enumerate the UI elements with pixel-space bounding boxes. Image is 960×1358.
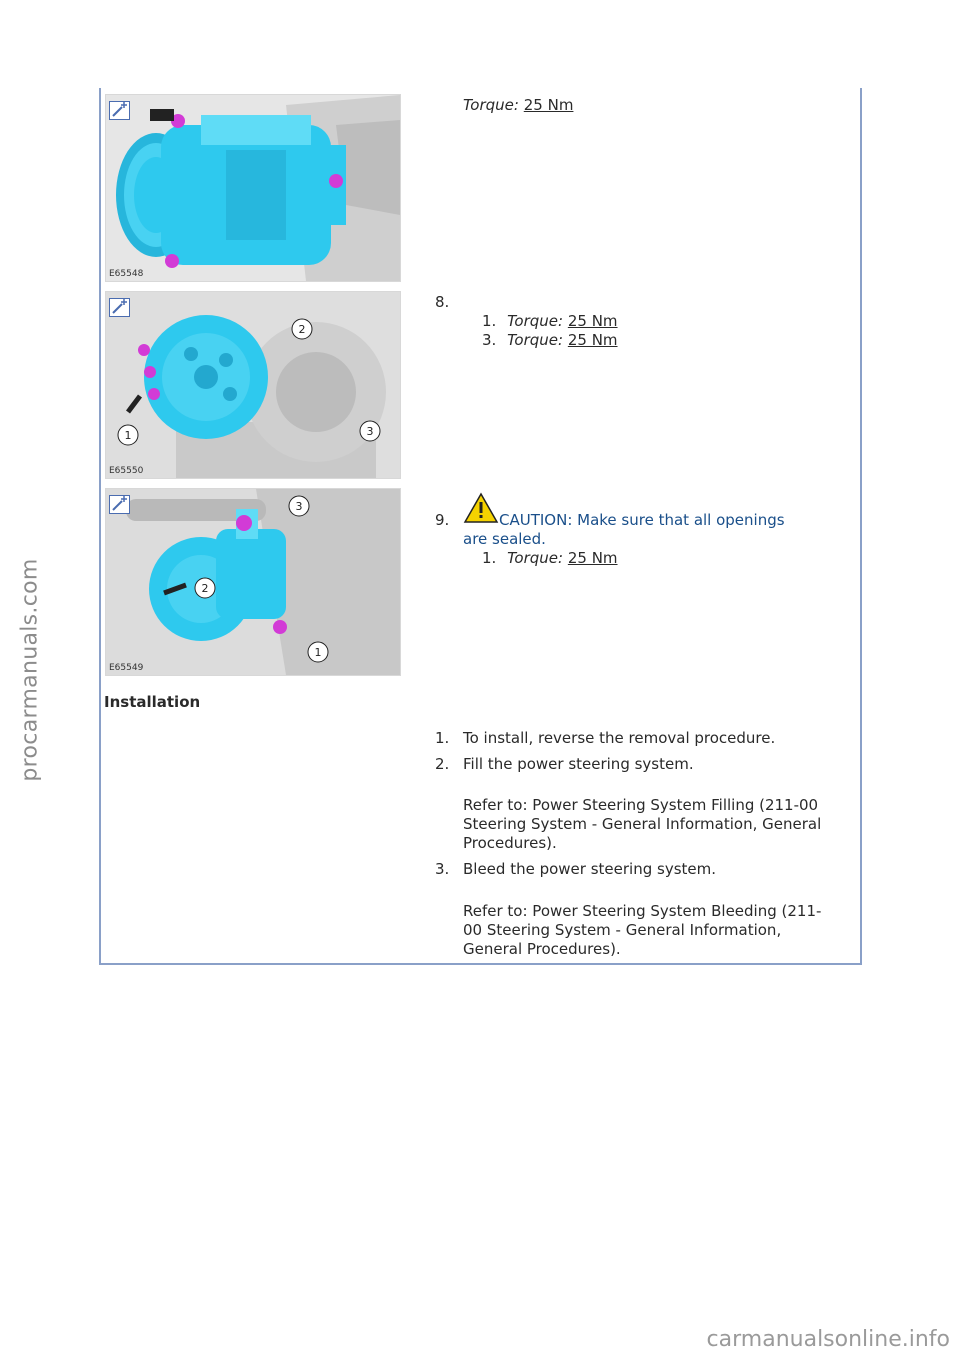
install-step1-text: To install, reverse the removal procedure.: [463, 729, 776, 747]
callout-2: 2: [298, 323, 306, 336]
figure-pump: [105, 488, 401, 676]
step9-number: 9.: [435, 511, 450, 529]
installation-heading: Installation: [104, 693, 201, 711]
step8-sub3: 3. Torque: 25 Nm: [482, 331, 618, 349]
install-step2-ref-line1[interactable]: Refer to: Power Steering System Filling (211-00: [463, 796, 819, 814]
side-watermark: procarmanuals.com: [17, 558, 43, 782]
pump-callouts: [106, 489, 400, 675]
install-step3-ref-line1[interactable]: Refer to: Power Steering System Bleeding (211-: [463, 902, 822, 920]
figure-code: E65548: [109, 269, 144, 279]
install-step3-text: Bleed the power steering system.: [463, 860, 717, 878]
install-step1-number: 1.: [435, 729, 450, 747]
compressor-illustration: [106, 95, 400, 281]
caution-warning-icon: [463, 492, 499, 524]
figure-pulley: [105, 291, 401, 479]
callout-1: 1: [124, 429, 132, 442]
callout-3: 3: [366, 425, 374, 438]
install-step3-ref-line2[interactable]: 00 Steering System - General Information,: [463, 921, 782, 939]
install-step2-text: Fill the power steering system.: [463, 755, 694, 773]
caution-line2: are sealed.: [463, 530, 546, 548]
callout-1: 1: [314, 646, 322, 659]
step8-number: 8.: [435, 293, 450, 311]
caution-line1: CAUTION: Make sure that all openings: [499, 511, 785, 529]
callout-2: 2: [201, 582, 209, 595]
step7-torque: Torque: 25 Nm: [463, 96, 574, 114]
pulley-callouts: [106, 292, 400, 478]
install-step3-ref-line3[interactable]: General Procedures).: [463, 940, 621, 958]
zoom-figure-icon[interactable]: [109, 101, 130, 120]
figure-code: E65550: [109, 466, 144, 476]
install-step2-number: 2.: [435, 755, 450, 773]
install-step2-ref-line2[interactable]: Steering System - General Information, General: [463, 815, 822, 833]
footer-watermark: carmanualsonline.info: [706, 1327, 950, 1352]
figure-code: E65549: [109, 663, 144, 673]
figure-compressor: [105, 94, 401, 282]
step8-sub1: 1. Torque: 25 Nm: [482, 312, 618, 330]
step9-sub1: 1. Torque: 25 Nm: [482, 549, 618, 567]
callout-3: 3: [295, 500, 303, 513]
install-step2-ref-line3[interactable]: Procedures).: [463, 834, 557, 852]
install-step3-number: 3.: [435, 860, 450, 878]
